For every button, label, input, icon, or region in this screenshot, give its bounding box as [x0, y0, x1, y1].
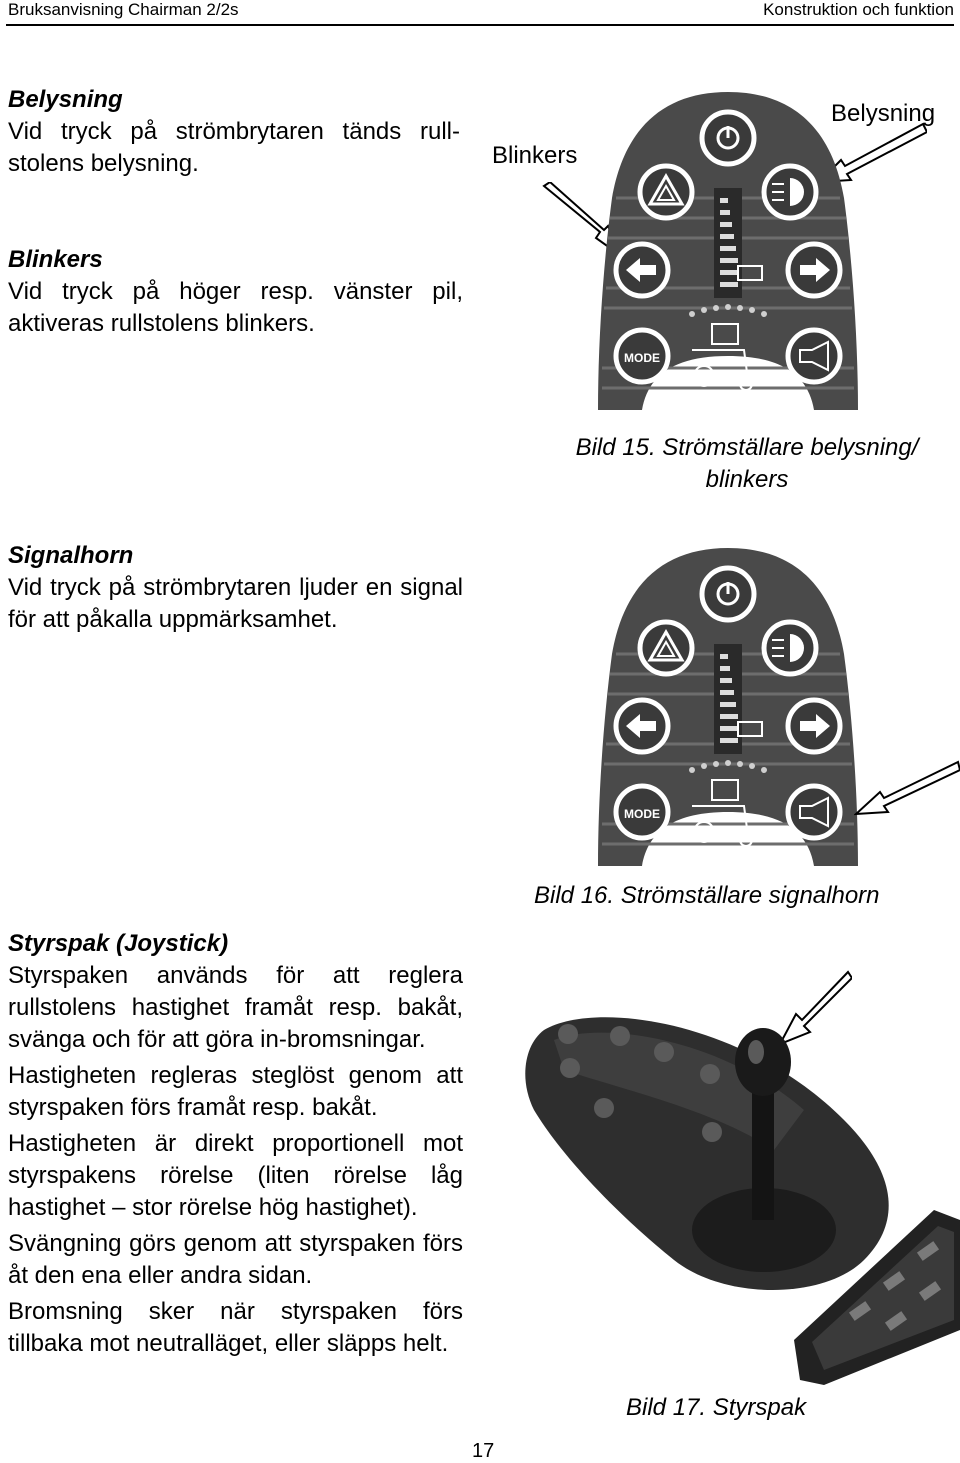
styrspak-paragraph: Styrspaken används för att reglera rullstolens hastighet framåt resp. bakåt, svänga och för att göra in-bromsningar. [8, 962, 463, 1053]
styrspak-paragraph: Hastigheten är direkt proportionell mot styrspakens rörelse (liten rörelse låg hastighet – stor rörelse hög hastighet). [8, 1130, 463, 1221]
styrspak-paragraph: Hastigheten regleras steglöst genom att styrspaken förs framåt resp. bakåt. [8, 1062, 463, 1121]
figure-15-caption-line1: Bild 15. Strömställare belysning/ [575, 434, 919, 461]
keypad-image [596, 88, 860, 414]
belysning-body: Vid tryck på strömbrytaren tänds rull-stolens belysning. [8, 118, 460, 177]
pointer-arrow-signalhorn [854, 760, 960, 818]
signalhorn-body: Vid tryck på strömbrytaren ljuder en signal för att påkalla uppmärksamhet. [8, 574, 463, 633]
section-signalhorn [8, 540, 463, 636]
fig15-label-belysning: Belysning [831, 100, 936, 127]
blinkers-body: Vid tryck på höger resp. vänster pil, aktiveras rullstolens blinkers. [8, 278, 463, 337]
styrspak-paragraph: Svängning görs genom att styrspaken förs åt den ena eller andra sidan. [8, 1230, 463, 1289]
signalhorn-heading: Signalhorn [8, 542, 134, 569]
figure-17-caption: Bild 17. Styrspak [626, 1394, 807, 1421]
section-styrspak [8, 928, 463, 1360]
styrspak-paragraph: Bromsning sker när styrspaken förs tillbaka mot neutralläget, eller släpps helt. [8, 1298, 463, 1357]
joystick-image [524, 1000, 960, 1385]
keypad-image [596, 544, 860, 870]
blinkers-heading: Blinkers [8, 246, 103, 273]
figure-16-caption: Bild 16. Strömställare signalhorn [534, 882, 880, 909]
page-number: 17 [472, 1440, 495, 1462]
figure-15-caption-line2: blinkers [705, 466, 789, 493]
section-blinkers [8, 244, 463, 340]
svg-text:MODE: MODE [624, 807, 660, 821]
section-belysning [8, 84, 460, 180]
header-rule [6, 24, 954, 26]
svg-text:MODE: MODE [624, 351, 660, 365]
figure-15-caption [534, 432, 960, 496]
styrspak-heading: Styrspak (Joystick) [8, 930, 229, 957]
header-right: Konstruktion och funktion [763, 0, 954, 19]
belysning-heading: Belysning [8, 86, 123, 113]
fig15-label-blinkers: Blinkers [492, 142, 578, 169]
header-left: Bruksanvisning Chairman 2/2s [8, 0, 239, 19]
